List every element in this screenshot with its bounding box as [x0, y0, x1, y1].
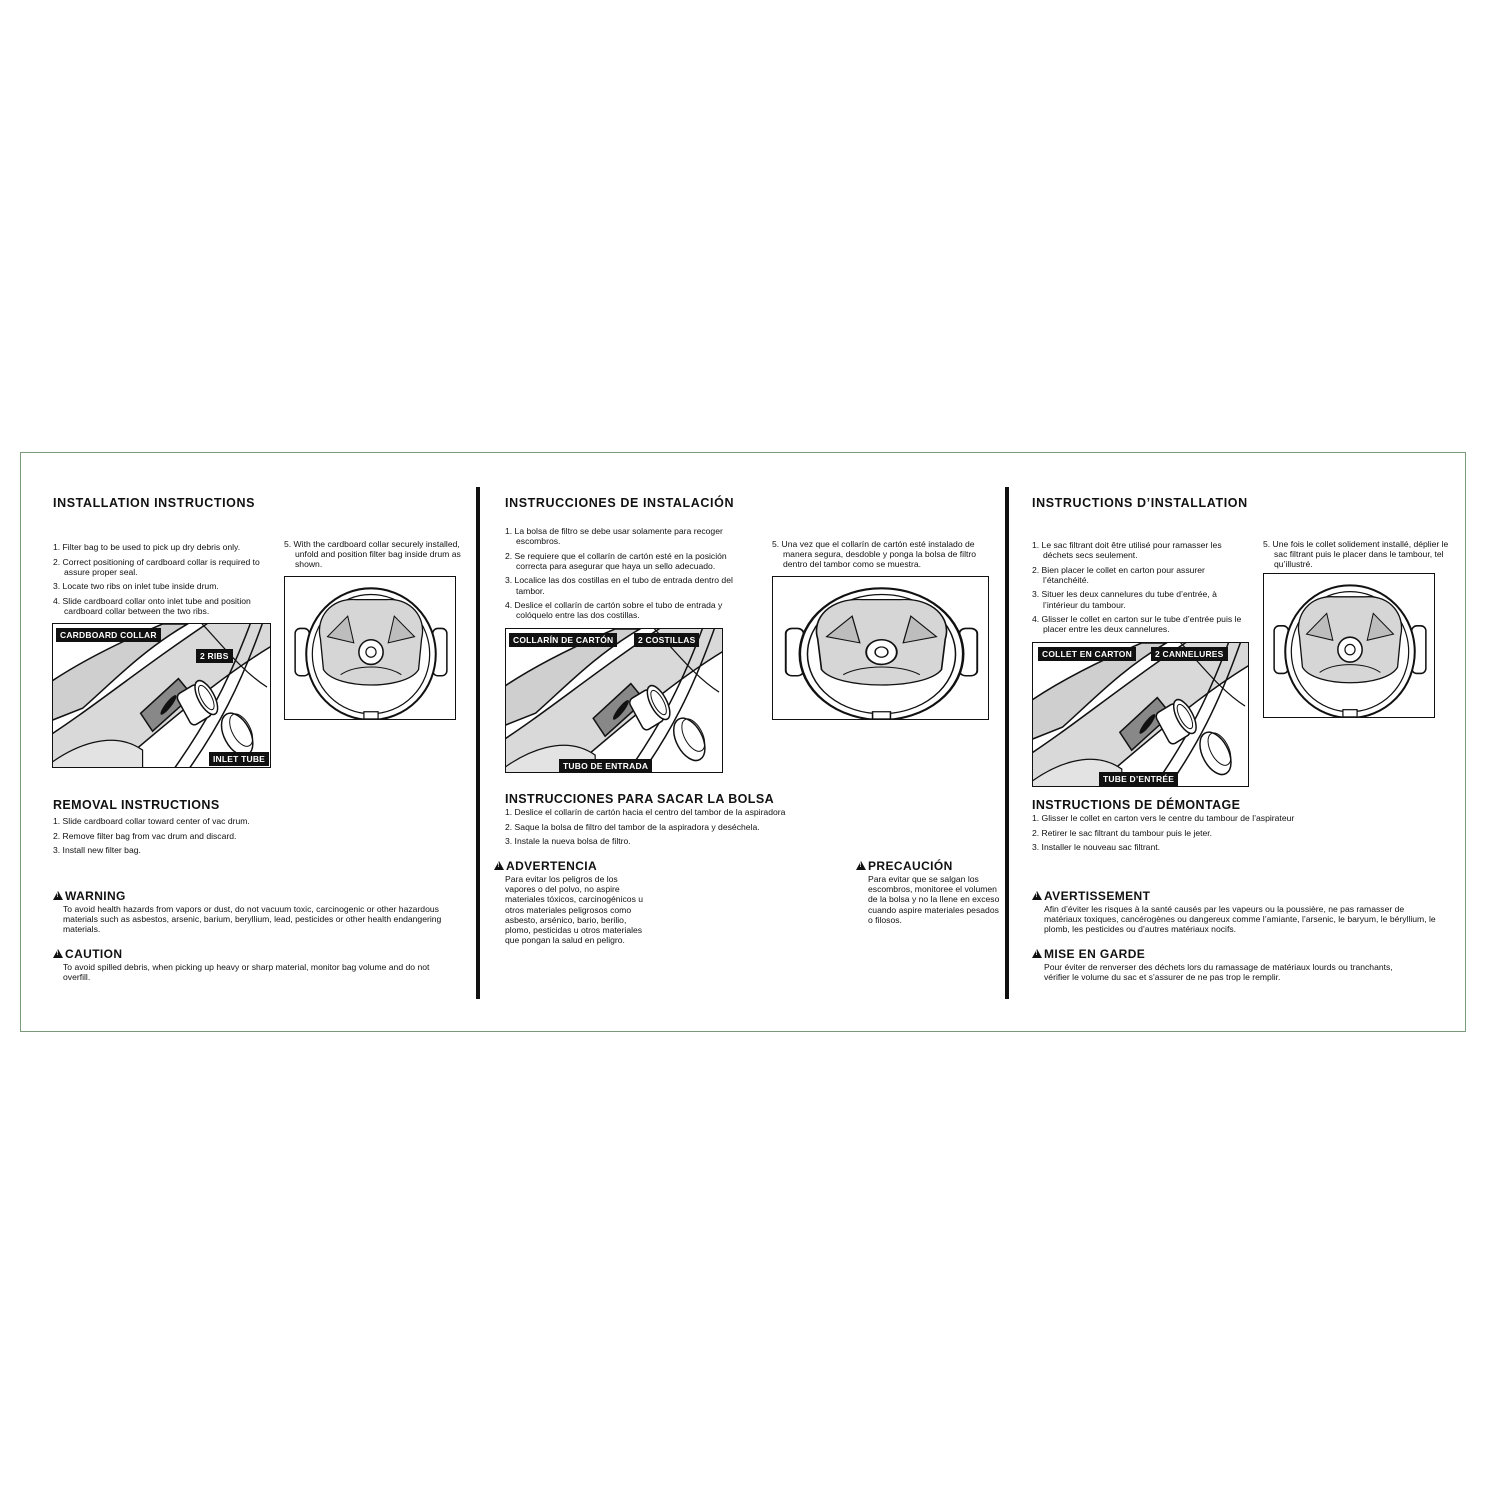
- label-inlet-es: TUBO DE ENTRADA: [559, 759, 652, 773]
- removal-steps-es: [505, 807, 845, 851]
- install-steps-es: [505, 526, 747, 625]
- caution-title-es: !PRECAUCIÓN: [856, 859, 953, 873]
- drum-illustration-es: [773, 577, 989, 720]
- list-item: 1. Slide cardboard collar toward center of vac drum.: [53, 816, 250, 826]
- list-item: 2. Bien placer le collet en carton pour assurer l’étanchéité.: [1032, 564, 1205, 585]
- caution-title-en: !CAUTION: [53, 947, 122, 961]
- collar-illustration-es: [506, 629, 723, 773]
- install-title-fr: INSTRUCTIONS D’INSTALLATION: [1032, 496, 1248, 510]
- caution-text-fr: Pour éviter de renverser des déchets lors du ramassage de matériaux lourds ou tranchants, vérifier le volume du sac et s’assurer de ne pas trop le remplir.: [1044, 962, 1393, 983]
- list-item: 2. Correct positioning of cardboard collar is required to assure proper seal.: [53, 556, 260, 577]
- label-inlet-en: INLET TUBE: [209, 752, 269, 766]
- drum-illustration-fr: [1264, 574, 1435, 718]
- list-item: 3. Install new filter bag.: [53, 845, 141, 855]
- label-collar-es: COLLARÍN DE CARTÓN: [509, 633, 617, 647]
- warning-icon: [1032, 891, 1042, 900]
- drum-figure-en: [284, 576, 456, 720]
- install-title-en: INSTALLATION INSTRUCTIONS: [53, 496, 256, 510]
- list-item: 1. Le sac filtrant doit être utilisé pour ramasser les déchets secs seulement.: [1032, 540, 1222, 561]
- warning-title-fr: !AVERTISSEMENT: [1032, 889, 1150, 903]
- list-item: 3. Instale la nueva bolsa de filtro.: [505, 836, 631, 846]
- label-ribs-fr: 2 CANNELURES: [1151, 647, 1228, 661]
- list-item: 2. Retirer le sac filtrant du tambour puis le jeter.: [1032, 827, 1213, 838]
- install-steps-fr: [1032, 540, 1242, 639]
- install-steps-en: [53, 542, 275, 620]
- list-item: 1. Glisser le collet en carton vers le centre du tambour de l’aspirateur: [1032, 813, 1295, 823]
- warning-title-en: !WARNING: [53, 889, 126, 903]
- step5-en: 5. With the cardboard collar securely installed, unfold and position filter bag inside drum as shown.: [284, 539, 461, 570]
- collar-illustration-fr: [1033, 643, 1249, 787]
- caution-title-fr: !MISE EN GARDE: [1032, 947, 1145, 961]
- list-item: 2. Remove filter bag from vac drum and discard.: [53, 830, 237, 841]
- removal-title-es: INSTRUCCIONES PARA SACAR LA BOLSA: [505, 792, 774, 806]
- step5-es: 5. Una vez que el collarín de cartón esté instalado de manera segura, desdoble y ponga la bolsa de filtro dentro del tambor como se muestra.: [772, 539, 977, 570]
- caution-text-en: To avoid spilled debris, when picking up heavy or sharp material, monitor bag volume and do not overfill.: [63, 962, 430, 983]
- drum-illustration-en: [285, 577, 456, 720]
- list-item: 1. Filter bag to be used to pick up dry debris only.: [53, 542, 241, 552]
- label-ribs-es: 2 COSTILLAS: [634, 633, 699, 647]
- drum-figure-es: [772, 576, 989, 720]
- list-item: 4. Slide cardboard collar onto inlet tube and position cardboard collar between the two ribs.: [53, 595, 251, 616]
- list-item: 3. Localice las dos costillas en el tubo de entrada dentro del tambor.: [505, 575, 733, 596]
- label-collar-en: CARDBOARD COLLAR: [56, 628, 161, 642]
- removal-steps-fr: [1032, 813, 1372, 857]
- list-item: 3. Situer les deux cannelures du tube d’entrée, à l’intérieur du tambour.: [1032, 589, 1217, 610]
- collar-figure-en: [52, 623, 271, 768]
- column-divider-right: [1005, 487, 1009, 999]
- list-item: 4. Deslice el collarín de cartón sobre el tubo de entrada y colóquelo entre las dos costillas.: [505, 600, 723, 621]
- removal-steps-en: [53, 816, 353, 860]
- warning-icon: [856, 861, 866, 870]
- collar-illustration-en: [53, 624, 271, 768]
- removal-title-en: REMOVAL INSTRUCTIONS: [53, 798, 220, 812]
- list-item: 3. Installer le nouveau sac filtrant.: [1032, 842, 1161, 852]
- label-ribs-en: 2 RIBS: [196, 649, 233, 663]
- list-item: 4. Glisser le collet en carton sur le tube d’entrée puis le placer entre les deux cannelures.: [1032, 614, 1242, 635]
- caution-text-es: Para evitar que se salgan los escombros, monitoree el volumen de la bolsa y no la llene en exceso cuando aspire materiales pesados o filosos.: [868, 874, 1000, 925]
- column-divider-left: [476, 487, 480, 999]
- label-collar-fr: COLLET EN CARTON: [1038, 647, 1136, 661]
- list-item: 2. Saque la bolsa de filtro del tambor de la aspiradora y deséchela.: [505, 821, 760, 832]
- list-item: 2. Se requiere que el collarín de cartón esté en la posición correcta para asegurar que haya un sello adecuado.: [505, 550, 727, 571]
- warning-text-fr: Afin d’éviter les risques à la santé causés par les vapeurs ou la poussière, ne pas ramasser de matériaux toxiques, cancérogènes ou dangereux comme l’amiante, l’arsenic, le baryum, le béryllium, le plomb, les pesticides ou d’autres matériaux nocifs.: [1044, 904, 1436, 935]
- warning-text-es: Para evitar los peligros de los vapores o del polvo, no aspire materiales tóxicos, carcinogénicos u otros materiales peligrosos como asbesto, arsénico, bario, berilio, plomo, pesticidas u otros materiales que pongan la salud en peligro.: [505, 874, 644, 946]
- drum-figure-fr: [1263, 573, 1435, 718]
- list-item: 1. Deslice el collarín de cartón hacia el centro del tambor de la aspiradora: [505, 807, 786, 817]
- warning-text-en: To avoid health hazards from vapors or dust, do not vacuum toxic, carcinogenic or other hazardous materials such as asbestos, arsenic, barium, beryllium, lead, pesticides or other health endangering materials.: [63, 904, 442, 935]
- warning-icon: [53, 949, 63, 958]
- list-item: 1. La bolsa de filtro se debe usar solamente para recoger escombros.: [505, 526, 723, 547]
- collar-figure-fr: [1032, 642, 1249, 787]
- warning-title-es: !ADVERTENCIA: [494, 859, 597, 873]
- label-inlet-fr: TUBE D’ENTRÉE: [1099, 772, 1178, 786]
- warning-icon: [494, 861, 504, 870]
- collar-figure-es: [505, 628, 723, 773]
- removal-title-fr: INSTRUCTIONS DE DÉMONTAGE: [1032, 798, 1241, 812]
- list-item: 3. Locate two ribs on inlet tube inside drum.: [53, 581, 219, 592]
- step5-fr: 5. Une fois le collet solidement installé, déplier le sac filtrant puis le placer dans le tambour, tel qu’illustré.: [1263, 539, 1449, 570]
- install-title-es: INSTRUCCIONES DE INSTALACIÓN: [505, 496, 735, 510]
- warning-icon: [53, 891, 63, 900]
- warning-icon: [1032, 949, 1042, 958]
